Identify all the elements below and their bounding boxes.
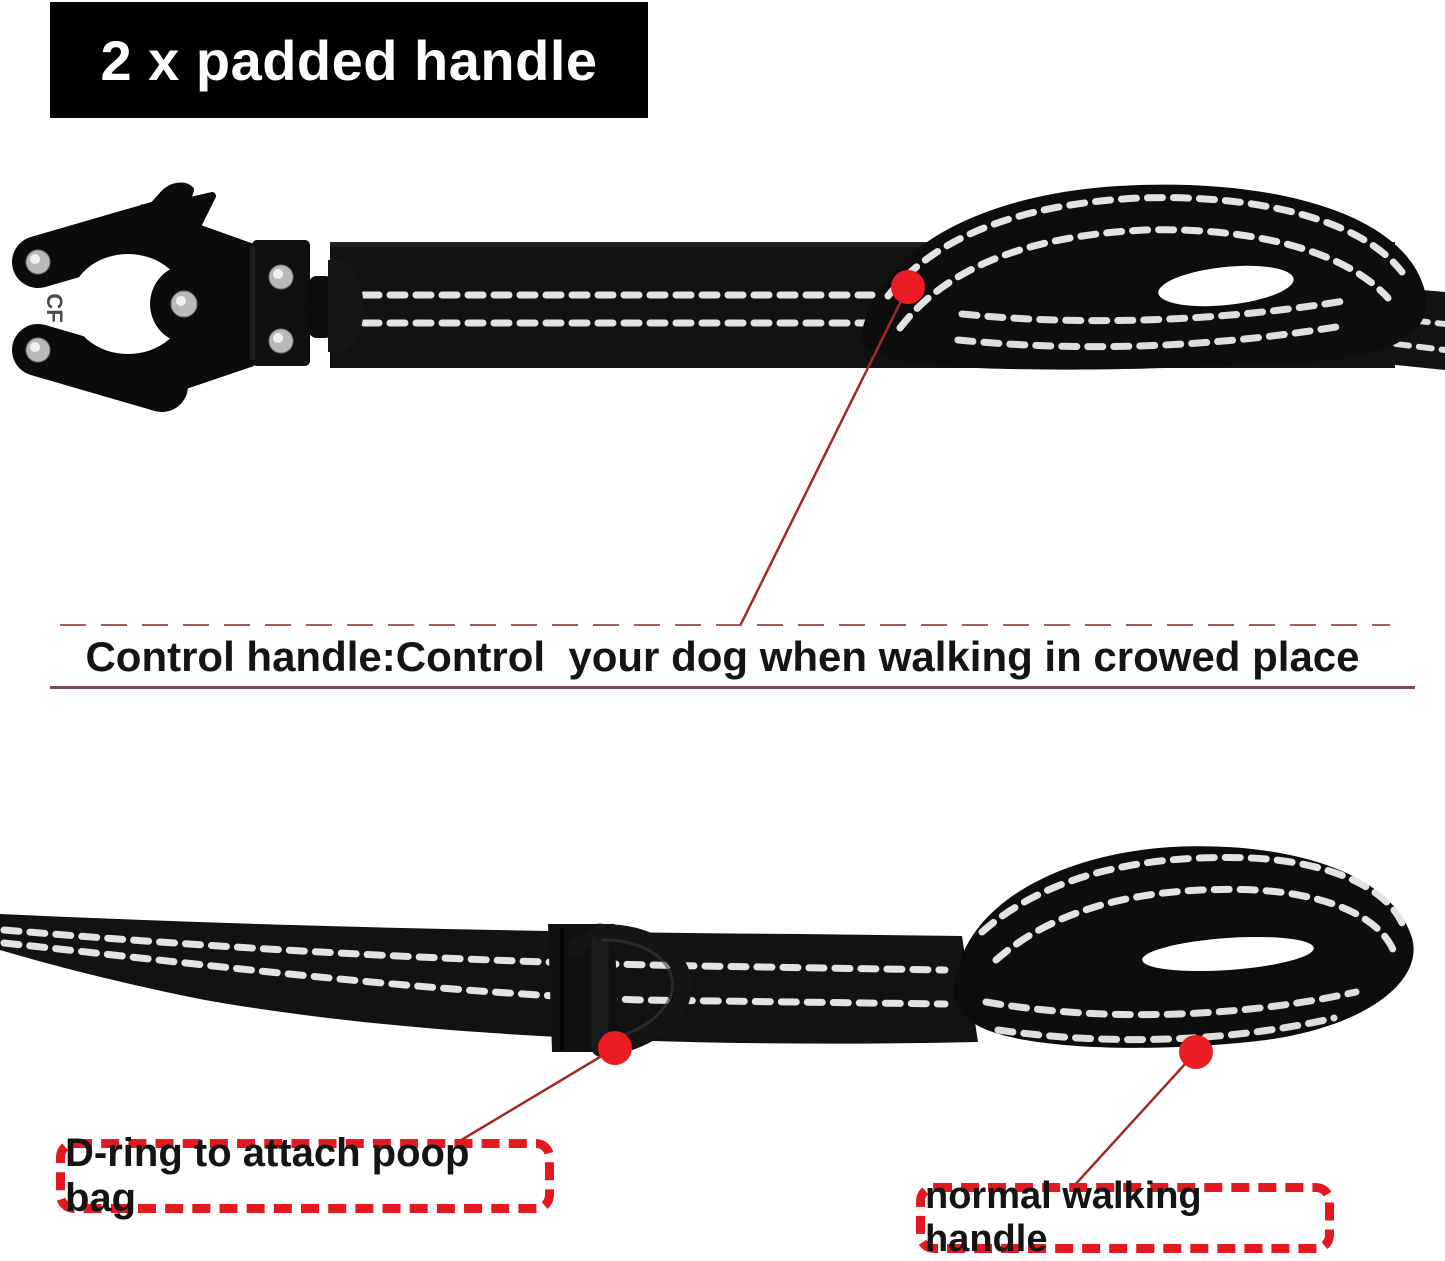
bottom-leash-strap (0, 914, 978, 1044)
d-ring-callout-box (56, 1131, 554, 1220)
callout-dot-d-ring (598, 1031, 632, 1065)
clip-stamp-text: CF (42, 293, 67, 323)
frog-clip-icon (26, 187, 364, 404)
callout-dot-walking-handle (1179, 1035, 1213, 1069)
leader-line-d-ring (458, 1048, 615, 1142)
callout-dot-control-handle (891, 270, 925, 304)
control-handle-note: Control handle:Control your dog when walking in crowed place (85, 633, 1360, 680)
top-leash (26, 185, 1445, 404)
walking-handle-loop (954, 846, 1414, 1048)
control-handle-divider-top (60, 624, 1390, 626)
walking-handle-callout-label: normal walking handle (925, 1175, 1202, 1260)
padded-handle-label: 2 x padded handle (50, 2, 648, 118)
bottom-leash (0, 846, 1414, 1052)
control-handle-divider-bottom (50, 686, 1415, 689)
control-handle-loop (861, 185, 1426, 370)
leader-line-walking-handle (1073, 1052, 1196, 1187)
walking-handle-callout-box (916, 1175, 1334, 1260)
d-ring-callout-label: D-ring to attach poop bag (65, 1131, 470, 1220)
